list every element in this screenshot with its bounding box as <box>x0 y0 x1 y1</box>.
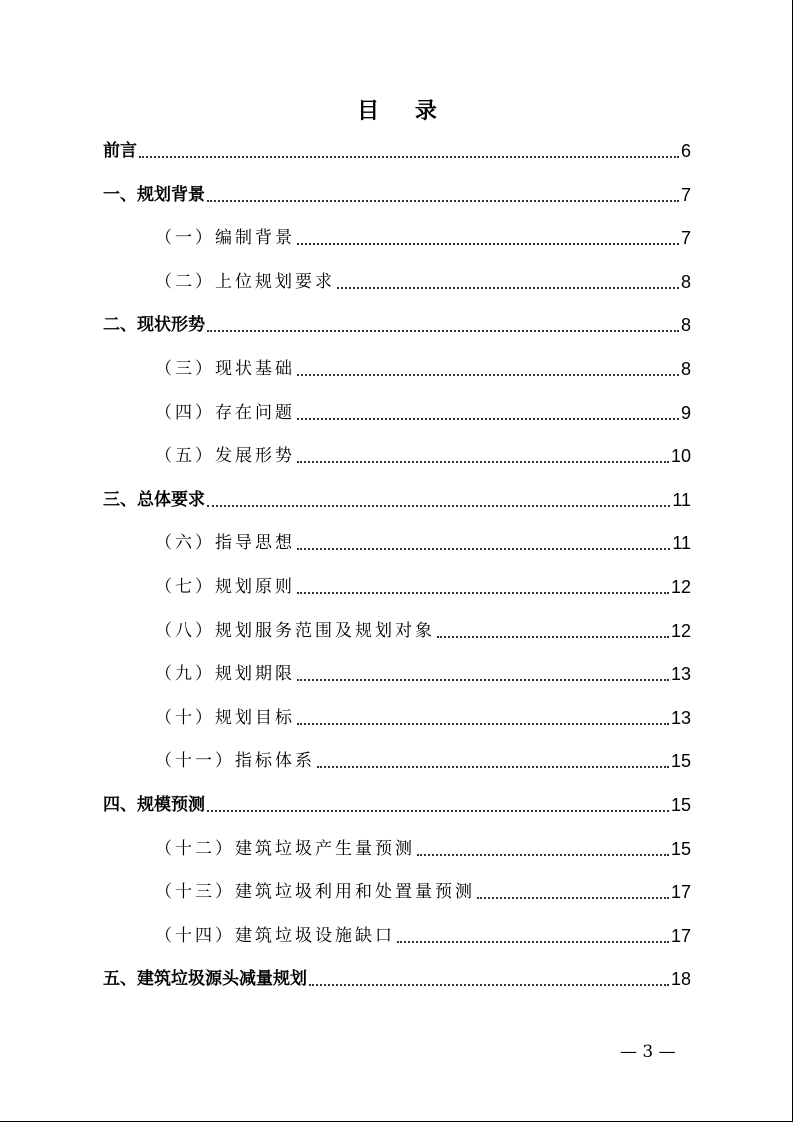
toc-dot-leader <box>477 897 669 899</box>
toc-dot-leader <box>309 984 669 986</box>
toc-entry-label: （十四）建筑垃圾设施缺口 <box>155 926 395 946</box>
toc-dot-leader <box>297 679 669 681</box>
toc-entry-label: 五、建筑垃圾源头减量规划 <box>103 969 307 989</box>
toc-dot-leader <box>207 200 679 202</box>
toc-section-entry[interactable] <box>155 226 691 250</box>
toc-page-number: 9 <box>680 403 691 423</box>
toc-page-number: 12 <box>670 621 691 641</box>
toc-dot-leader <box>207 505 670 507</box>
toc-entry-label: 三、总体要求 <box>103 490 205 510</box>
toc-entry-label: （五）发展形势 <box>155 446 295 466</box>
toc-entry-label: 四、规模预测 <box>103 795 205 815</box>
toc-page-number: 8 <box>680 315 691 335</box>
toc-section-entry[interactable] <box>155 619 691 643</box>
toc-dot-leader <box>207 810 669 812</box>
toc-dot-leader <box>297 243 679 245</box>
toc-section-entry[interactable] <box>155 531 691 555</box>
toc-dot-leader <box>397 941 669 943</box>
toc-dot-leader <box>139 156 679 158</box>
toc-page-number: 17 <box>670 926 691 946</box>
toc-dot-leader <box>297 461 669 463</box>
toc-page-number: 11 <box>672 490 691 510</box>
toc-page-number: 10 <box>670 446 691 466</box>
toc-entry-label: （七）规划原则 <box>155 577 295 597</box>
toc-page-number: 7 <box>680 185 691 205</box>
toc-section-entry[interactable] <box>155 270 691 294</box>
toc-entry-label: （二）上位规划要求 <box>155 272 335 292</box>
toc-page-number: 13 <box>670 708 691 728</box>
toc-chapter-entry[interactable] <box>103 313 691 337</box>
toc-page-number: 17 <box>670 882 691 902</box>
toc-section-entry[interactable] <box>155 706 691 730</box>
toc-dot-leader <box>297 418 679 420</box>
page-title: 目 录 <box>357 99 451 124</box>
toc-page-number: 13 <box>670 664 691 684</box>
toc-page-number: 15 <box>670 839 691 859</box>
toc-entry-label: 一、规划背景 <box>103 185 205 205</box>
toc-section-entry[interactable] <box>155 880 691 904</box>
toc-dot-leader <box>417 854 669 856</box>
toc-page-number: 12 <box>670 577 691 597</box>
toc-dot-leader <box>207 330 679 332</box>
toc-entry-label: （四）存在问题 <box>155 403 295 423</box>
toc-chapter-entry[interactable] <box>103 967 691 991</box>
toc-page-number: 11 <box>672 533 691 553</box>
toc-section-entry[interactable] <box>155 749 691 773</box>
toc-section-entry[interactable] <box>155 444 691 468</box>
toc-entry-label: （六）指导思想 <box>155 533 295 553</box>
toc-section-entry[interactable] <box>155 575 691 599</box>
toc-page-number: 15 <box>670 795 691 815</box>
toc-section-entry[interactable] <box>155 662 691 686</box>
toc-page-number: 7 <box>680 228 691 248</box>
toc-page-number: 15 <box>670 751 691 771</box>
toc-dot-leader <box>297 723 669 725</box>
toc-page-number: 8 <box>680 359 691 379</box>
toc-page-number: 18 <box>670 969 691 989</box>
toc-section-entry[interactable] <box>155 924 691 948</box>
page-number-footer: — 3 — <box>620 1042 676 1062</box>
toc-entry-label: （十二）建筑垃圾产生量预测 <box>155 839 415 859</box>
toc-dot-leader <box>297 548 670 550</box>
toc-page-number: 6 <box>680 141 691 161</box>
toc-dot-leader <box>297 592 669 594</box>
toc-dot-leader <box>297 374 679 376</box>
toc-dot-leader <box>317 766 669 768</box>
toc-page-number: 8 <box>680 272 691 292</box>
toc-entry-label: （三）现状基础 <box>155 359 295 379</box>
toc-entry-label: （十）规划目标 <box>155 708 295 728</box>
toc-chapter-entry[interactable] <box>103 793 691 817</box>
toc-chapter-entry[interactable] <box>103 139 691 163</box>
toc-entry-label: 前言 <box>103 141 137 161</box>
toc-entry-label: 二、现状形势 <box>103 315 205 335</box>
toc-entry-label: （十三）建筑垃圾利用和处置量预测 <box>155 882 475 902</box>
toc-entry-label: （九）规划期限 <box>155 664 295 684</box>
toc-entry-label: （八）规划服务范围及规划对象 <box>155 621 435 641</box>
toc-dot-leader <box>337 287 679 289</box>
toc-chapter-entry[interactable] <box>103 488 691 512</box>
toc-entry-label: （一）编制背景 <box>155 228 295 248</box>
toc-chapter-entry[interactable] <box>103 183 691 207</box>
toc-dot-leader <box>437 636 669 638</box>
toc-section-entry[interactable] <box>155 357 691 381</box>
toc-section-entry[interactable] <box>155 837 691 861</box>
toc-section-entry[interactable] <box>155 401 691 425</box>
toc-entry-label: （十一）指标体系 <box>155 751 315 771</box>
